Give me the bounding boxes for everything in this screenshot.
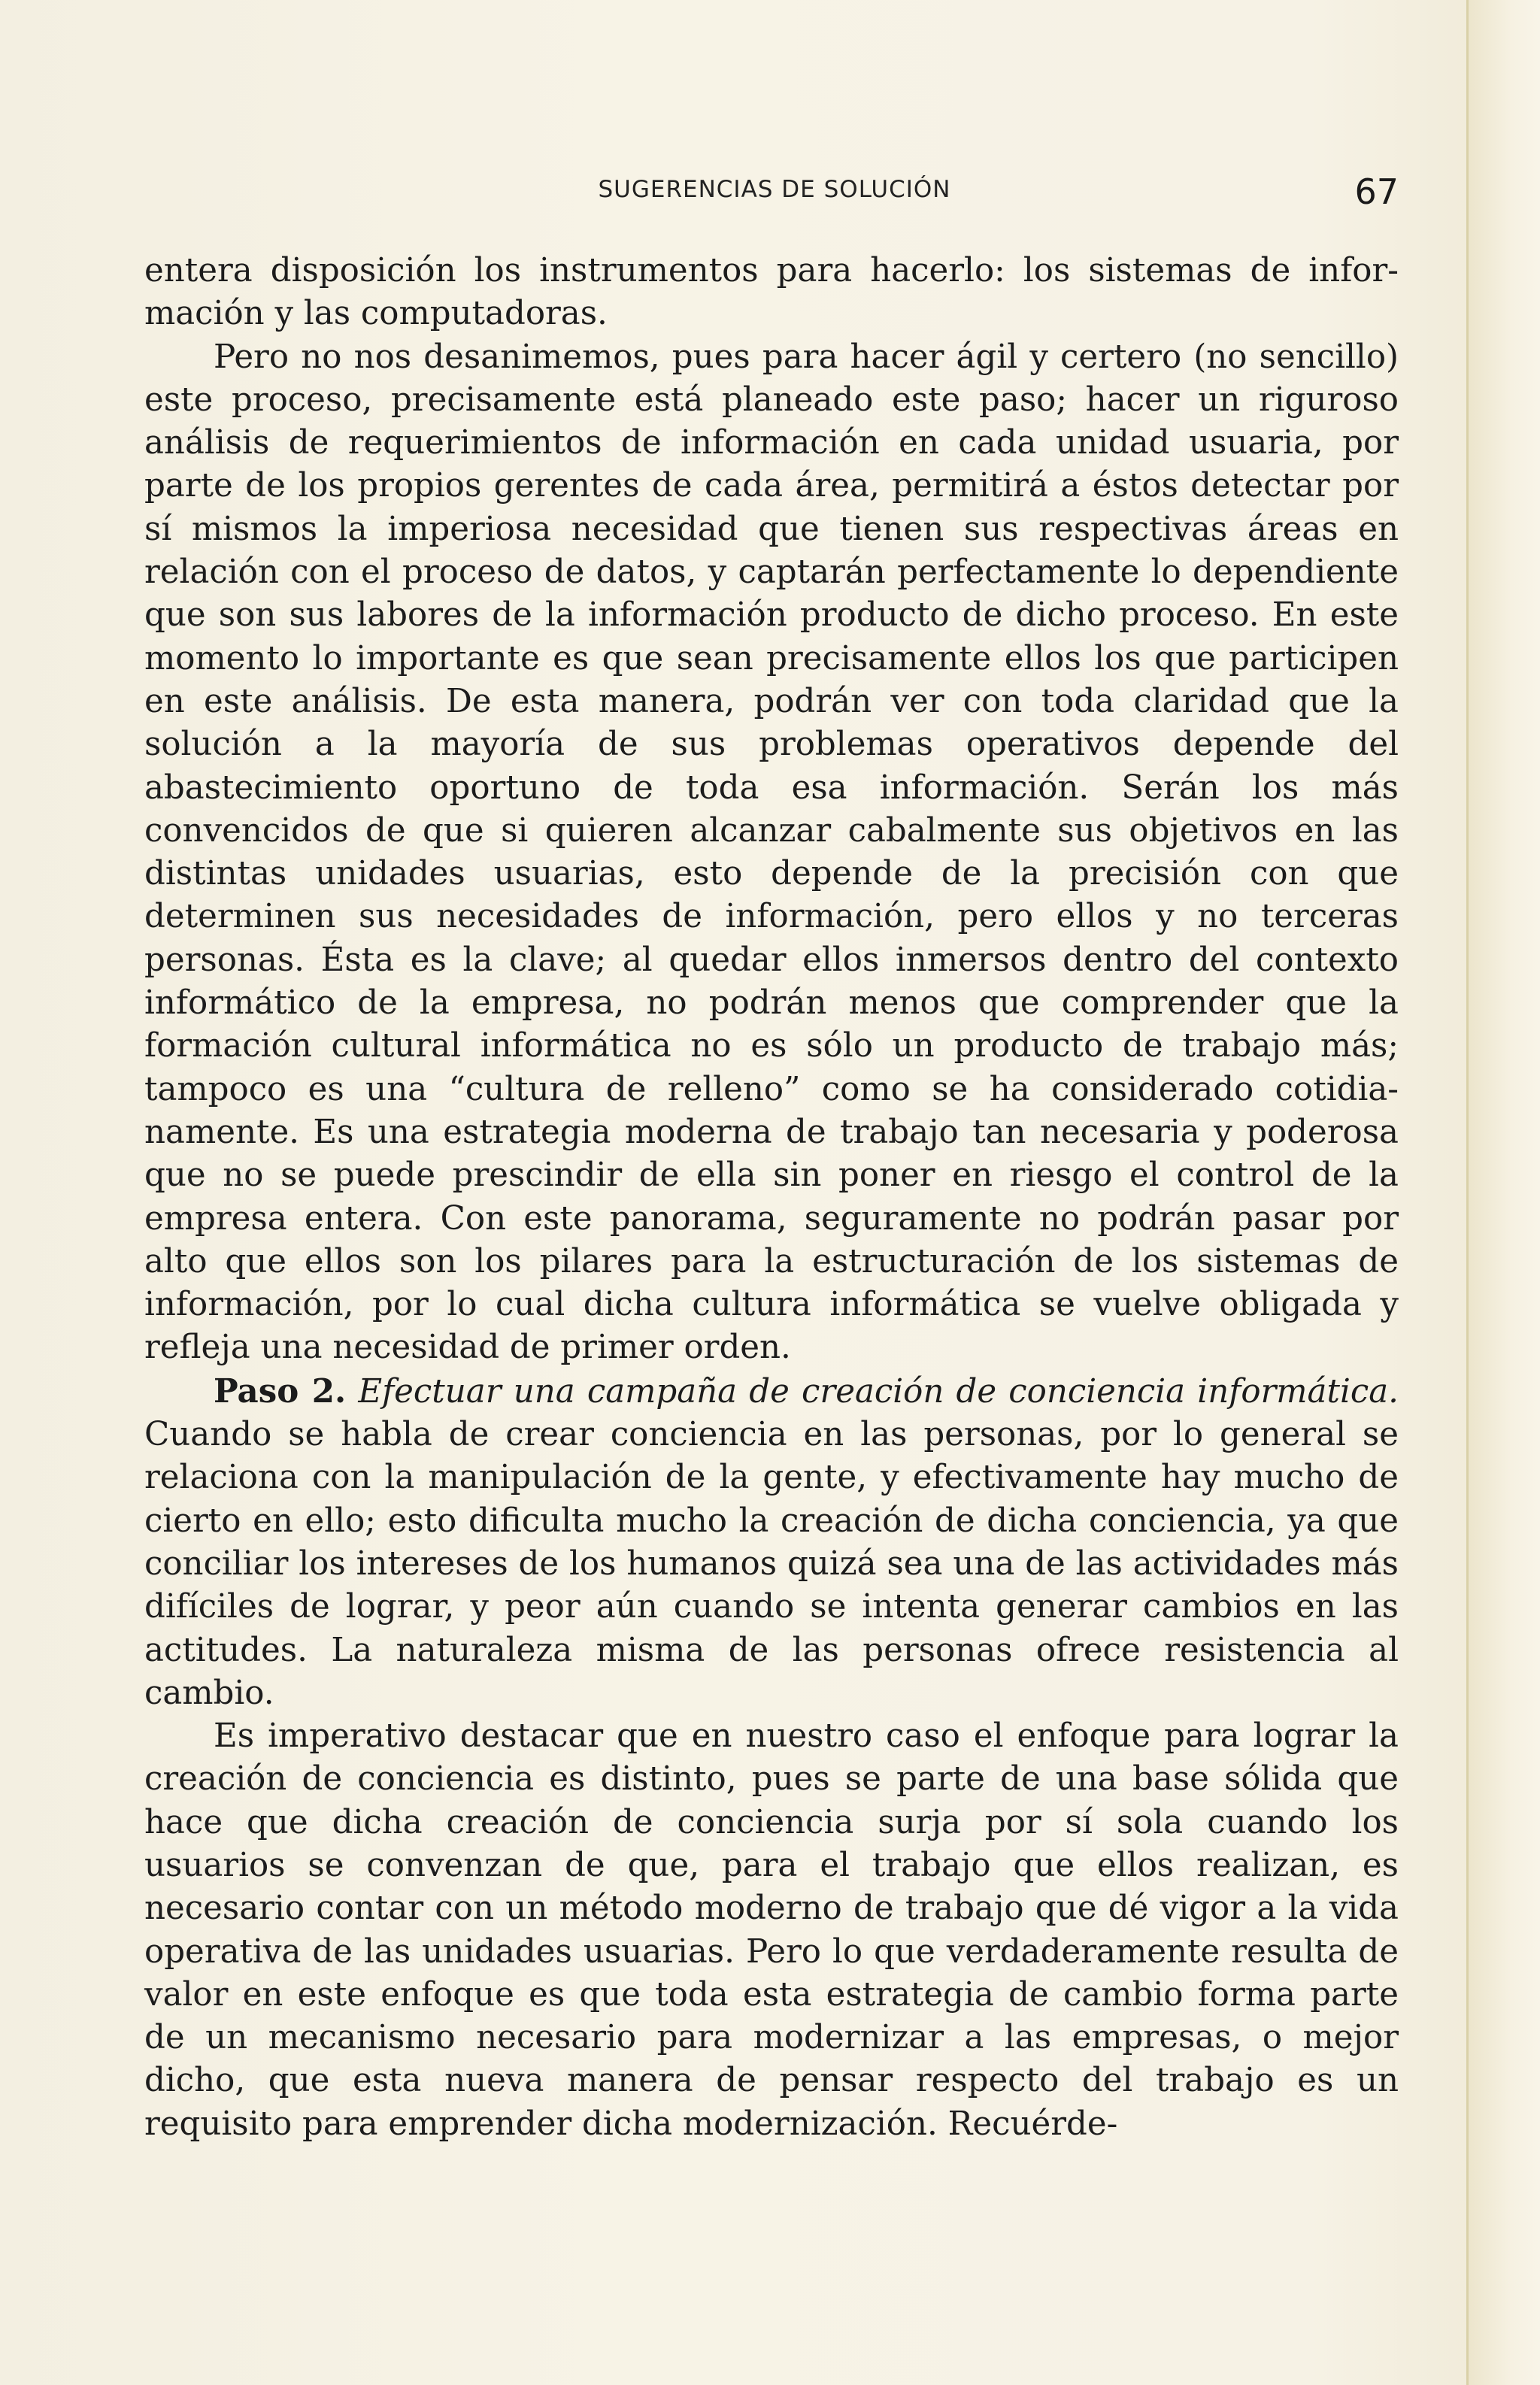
paragraph-3-step-2 [144,1370,1399,1715]
page-number: 67 [1354,171,1399,212]
paragraph-4: Es imperativo destacar que en nuestro caso el enfoque para lograr la creación de conciencia es distinto, pues se parte de una base sólida que hace que dicha creación de conciencia surja por sí sola cuando los usuarios se convenzan de que, para el trabajo que ellos realizan, es necesario contar con un método moderno de trabajo que dé vigor a la vida operativa de las unidades usuarias. Pero lo que verdaderamente resulta de valor en este enfoque es que toda esta estrategia de cambio forma parte de un mecanismo necesario para modernizar a las empresas, o mejor dicho, que esta nueva manera de pensar respecto del trabajo es un requisito para emprender dicha modernización. Recuérde- [144,1717,1399,2143]
page-edge-shade [1469,0,1540,2385]
running-header [150,171,1399,217]
paragraph-2: Pero no nos desanimemos, pues para hacer ágil y certero (no sencillo) este proceso, precisamente está planeado este paso; hacer un riguroso análisis de requerimientos de información en cada unidad usuaria, por parte de los propios gerentes de cada área, permitirá a éstos detectar por sí mismos la imperiosa necesidad que tienen sus respectivas áreas en relación con el proceso de datos, y captarán perfectamente lo dependiente que son sus labores de la información producto de dicho proceso. En este momento lo importante es que sean precisamente ellos los que participen en este análisis. De esta manera, podrán ver con toda claridad que la solución a la mayoría de sus problemas operativos depende del abastecimiento oportuno de toda esa información. Serán los más convencidos de que si quieren alcanzar cabalmente sus objetivos en las distintas unidades usuarias, esto depende de la precisión con que determinen sus necesidades de información, pero ellos y no terceras personas. Ésta es la clave; al quedar ellos inmersos dentro del contexto informático de la empresa, no podrán menos que comprender que la formación cultural informática no es sólo un producto de trabajo más; tampoco es una “cultura de relleno” como se ha considerado cotidianamente. Es una estrategia moderna de trabajo tan necesaria y poderosa que no se puede prescindir de ella sin poner en riesgo el control de la empresa entera. Con este panorama, seguramente no podrán pasar por alto que ellos son los pilares para la estructuración de los sistemas de información, por lo cual dicha cultura informática se vuelve obligada y refleja una necesidad de primer orden. [144,338,1399,1367]
step-title: Efectuar una campaña de creación de conciencia informática. [358,1372,1399,1411]
paragraph-1: entera disposición los instrumentos para hacerlo: los sistemas de información y las computadoras. [144,252,1399,333]
step-body-text: Cuando se habla de crear conciencia en las personas, por lo general se relaciona con la manipulación de la gente, y efectivamente hay mucho de cierto en ello; esto dificulta mucho la creación de dicha conciencia, ya que conciliar los intereses de los humanos quizá sea una de las actividades más difíciles de lograr, y peor aún cuando se intenta generar cambios en las actitudes. La naturaleza misma de las personas ofrece resistencia al cambio. [144,1416,1399,1712]
step-label: Paso 2. [214,1371,347,1411]
running-title: SUGERENCIAS DE SOLUCIÓN [598,176,951,203]
body-text [144,250,1399,2146]
